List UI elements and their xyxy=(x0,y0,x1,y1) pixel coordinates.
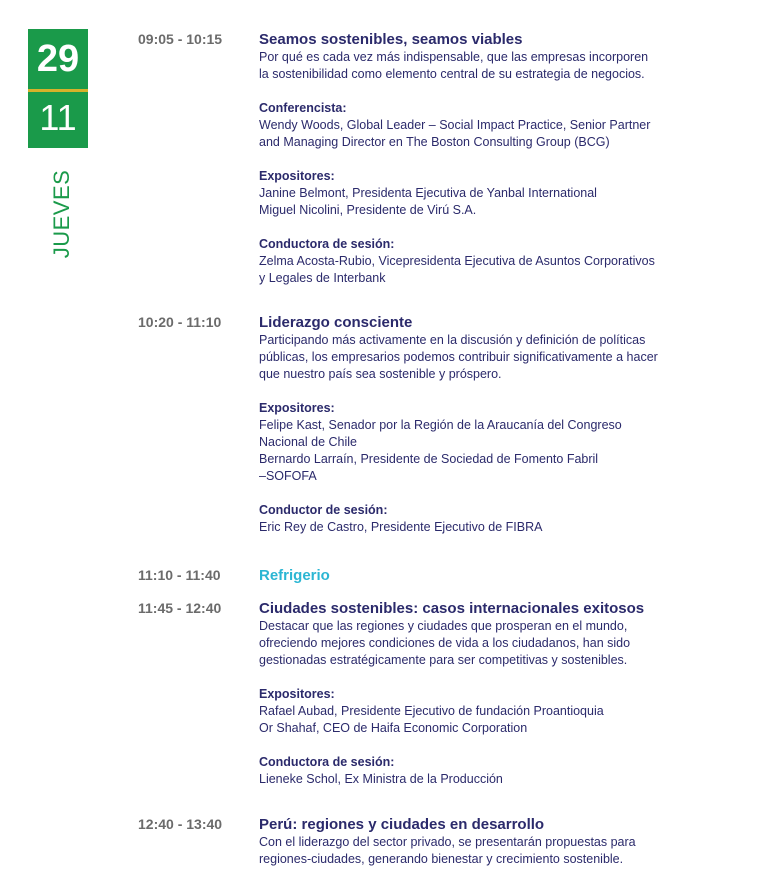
group-line: Rafael Aubad, Presidente Ejecutivo de fundación Proantioquia xyxy=(259,704,604,718)
description-line: gestionadas estratégicamente para ser competitivas y sostenibles. xyxy=(259,653,628,667)
group-line: Wendy Woods, Global Leader – Social Impact Practice, Senior Partner xyxy=(259,118,651,132)
date-divider xyxy=(28,89,88,92)
date-badge xyxy=(28,29,88,148)
description-line: Destacar que las regiones y ciudades que prosperan en el mundo, xyxy=(259,619,628,633)
speaker-group-conductora xyxy=(259,236,749,287)
group-line: Janine Belmont, Presidenta Ejecutiva de Yanbal International xyxy=(259,186,597,200)
session-time: 09:05 - 10:15 xyxy=(138,31,223,47)
description-line: la sostenibilidad como elemento central de su estrategia de negocios. xyxy=(259,67,645,81)
session-title: Liderazgo consciente xyxy=(259,314,413,331)
session-description xyxy=(259,49,749,83)
group-line: Zelma Acosta-Rubio, Vicepresidenta Ejecutiva de Asuntos Corporativos xyxy=(259,254,655,268)
session-title: Refrigerio xyxy=(259,567,330,584)
session-content xyxy=(259,314,749,536)
speaker-group-conductora xyxy=(259,754,749,788)
session-title: Ciudades sostenibles: casos internacionales exitosos xyxy=(259,600,645,617)
speaker-group-expositores xyxy=(259,168,749,219)
session-time: 11:45 - 12:40 xyxy=(138,600,222,616)
session-description xyxy=(259,834,749,868)
session-title: Perú: regiones y ciudades en desarrollo xyxy=(259,816,545,833)
session-content xyxy=(259,567,749,585)
description-line: Por qué es cada vez más indispensable, que las empresas incorporen xyxy=(259,50,649,64)
date-day: 29 xyxy=(36,38,80,80)
session-title: Seamos sostenibles, seamos viables xyxy=(259,31,523,48)
group-line: –SOFOFA xyxy=(259,469,317,483)
description-line: ofreciendo mejores condiciones de vida a los ciudadanos, han sido xyxy=(259,636,631,650)
date-month: 11 xyxy=(39,97,77,138)
group-heading: Conductora de sesión: xyxy=(259,755,395,769)
group-line: and Managing Director en The Boston Consulting Group (BCG) xyxy=(259,135,610,149)
speaker-group-expositores xyxy=(259,686,749,737)
description-line: Participando más activamente en la discusión y definición de políticas xyxy=(259,333,646,347)
session-content xyxy=(259,31,749,287)
description-line: públicas, los empresarios podemos contribuir significativamente a hacer xyxy=(259,350,658,364)
group-heading: Expositores: xyxy=(259,169,335,183)
session-content xyxy=(259,816,749,868)
session-time: 12:40 - 13:40 xyxy=(138,816,223,832)
group-heading: Conductor de sesión: xyxy=(259,503,388,517)
description-line: regiones-ciudades, generando bienestar y crecimiento sostenible. xyxy=(259,852,624,866)
group-heading: Expositores: xyxy=(259,687,335,701)
session-content xyxy=(259,600,749,788)
weekday-label: JUEVES xyxy=(49,169,74,259)
group-line: Felipe Kast, Senador por la Región de la Araucanía del Congreso xyxy=(259,418,622,432)
group-line: Eric Rey de Castro, Presidente Ejecutivo de FIBRA xyxy=(259,520,543,534)
speaker-group-expositores xyxy=(259,400,749,485)
group-line: Miguel Nicolini, Presidente de Virú S.A. xyxy=(259,203,477,217)
session-time: 11:10 - 11:40 xyxy=(138,567,221,583)
group-line: Lieneke Schol, Ex Ministra de la Producción xyxy=(259,772,503,786)
group-heading: Conferencista: xyxy=(259,101,347,115)
session-description xyxy=(259,618,749,669)
description-line: Con el liderazgo del sector privado, se presentarán propuestas para xyxy=(259,835,636,849)
description-line: que nuestro país sea sostenible y próspero. xyxy=(259,367,502,381)
group-line: Or Shahaf, CEO de Haifa Economic Corporation xyxy=(259,721,528,735)
session-time: 10:20 - 11:10 xyxy=(138,314,222,330)
group-heading: Expositores: xyxy=(259,401,335,415)
group-line: Nacional de Chile xyxy=(259,435,357,449)
group-line: Bernardo Larraín, Presidente de Sociedad de Fomento Fabril xyxy=(259,452,599,466)
session-description xyxy=(259,332,749,383)
group-line: y Legales de Interbank xyxy=(259,271,386,285)
group-heading: Conductora de sesión: xyxy=(259,237,395,251)
speaker-group-conferencista xyxy=(259,100,749,151)
speaker-group-conductor xyxy=(259,502,749,536)
